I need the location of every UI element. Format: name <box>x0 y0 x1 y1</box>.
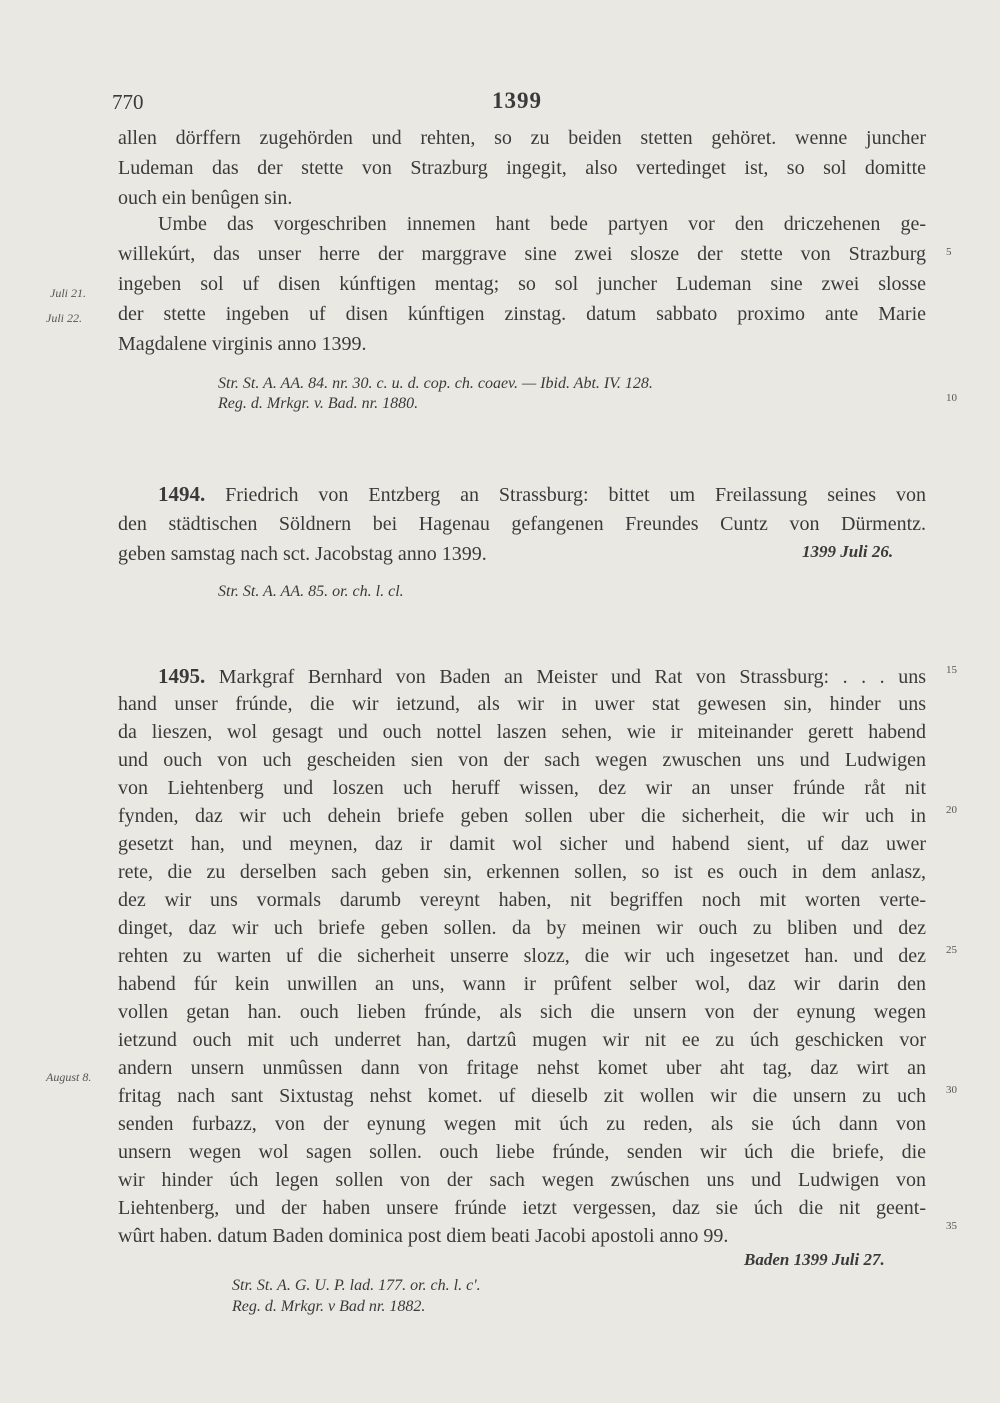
text-line: wûrt haben. datum Baden dominica post diem beati Jacobi apostoli anno 99. <box>118 1225 729 1247</box>
text-line: ouch ein benûgen sin. <box>118 187 293 209</box>
entry-number: 1494. <box>158 482 206 506</box>
line-number: 20 <box>946 804 957 816</box>
margin-date: Juli 21. <box>50 286 86 300</box>
text-line: dinget, daz wir uch briefe geben sollen. da by meinen wir ouch zu bliben und dez <box>118 917 926 939</box>
text-line: fritag nach sant Sixtustag nehst komet. uf dieselb zit wollen wir die unsern zu uch <box>118 1085 926 1107</box>
text-line: ietzund ouch mit uch underret han, dartzû mugen wir nit ee zu úch geschicken vor <box>118 1029 926 1051</box>
line-number: 15 <box>946 664 957 676</box>
text-line: rehten zu warten uf die sicherheit unserre slozz, die wir uch ingesetzet han. und dez <box>118 945 926 967</box>
margin-date: Juli 22. <box>46 311 82 325</box>
entry-date: Baden 1399 Juli 27. <box>744 1250 885 1269</box>
text-line: unsern wegen wol sagen sollen. ouch liebe frúnde, senden wir úch die briefe, die <box>118 1141 926 1163</box>
page-number: 770 <box>112 90 144 114</box>
text-line: ingeben sol uf disen kúnftigen mentag; so sol juncher Ludeman sine zwei slosse <box>118 273 926 295</box>
text-line: senden furbazz, von der eynung wegen mit úch zu reden, als sie úch dann von <box>118 1113 926 1135</box>
source-reference: Str. St. A. G. U. P. lad. 177. or. ch. l. c'. <box>232 1277 481 1294</box>
text-line: dez wir uns vormals darumb vereynt haben, nit begriffen noch mit worten verte- <box>118 889 926 911</box>
line-number: 10 <box>946 392 957 404</box>
source-reference: Str. St. A. AA. 84. nr. 30. c. u. d. cop. ch. coaev. — Ibid. Abt. IV. 128. <box>218 375 653 392</box>
text-line: von Liehtenberg und loszen uch heruff wissen, dez wir an unser frúnde råt nit <box>118 777 926 799</box>
text-line: hand unser frúnde, die wir ietzund, als wir in uwer stat gewesen sin, hinder uns <box>118 693 926 715</box>
text-line: vollen getan han. ouch lieben frúnde, als sich die unsern von der eynung wegen <box>118 1001 926 1023</box>
source-reference: Reg. d. Mrkgr. v. Bad. nr. 1880. <box>218 395 419 412</box>
text-line: andern unsern unmûssen dann von fritage nehst komet uber aht tag, daz wirt an <box>118 1057 926 1079</box>
text-line: der stette ingeben uf disen kúnftigen zinstag. datum sabbato proximo ante Marie <box>118 303 926 325</box>
text-line: willekúrt, das unser herre der marggrave sine zwei slosze der stette von Strazburg <box>118 243 926 265</box>
source-reference: Str. St. A. AA. 85. or. ch. l. cl. <box>218 583 404 600</box>
margin-date: August 8. <box>46 1070 92 1084</box>
text-line: habend fúr kein unwillen an uns, wann ir prûfent selber wol, daz wir darin den <box>118 973 926 995</box>
text-line: geben samstag nach sct. Jacobstag anno 1399. <box>118 543 487 565</box>
entry-number: 1495. <box>158 664 206 688</box>
text-line: Magdalene virginis anno 1399. <box>118 333 367 355</box>
text-line: rete, die zu derselben sach geben sin, erkennen sollen, so ist es ouch in dem anlasz, <box>118 861 926 883</box>
line-number: 5 <box>946 246 952 258</box>
line-number: 25 <box>946 944 957 956</box>
text-line: da lieszen, wol gesagt und ouch nottel laszen sehen, wie ir miteinander gerett habend <box>118 721 926 743</box>
entry-1494-line: 1494. Friedrich von Entzberg an Strassburg: bittet um Freilassung seines von <box>158 482 926 506</box>
line-number: 35 <box>946 1220 957 1232</box>
text-line: fynden, daz wir uch dehein briefe geben sollen uber die sicherheit, die wir uch in <box>118 805 926 827</box>
text-line: gesetzt han, und meynen, daz ir damit wol sicher und habend sient, uf daz uwer <box>118 833 926 855</box>
page-year-heading: 1399 <box>492 88 542 113</box>
entry-1495-line: 1495. Markgraf Bernhard von Baden an Meister und Rat von Strassburg: . . . uns <box>158 664 926 688</box>
text-line: allen dörffern zugehörden und rehten, so zu beiden stetten gehöret. wenne juncher <box>118 127 926 149</box>
text-line: und ouch von uch gescheiden sien von der sach wegen zwuschen uns und Ludwigen <box>118 749 926 771</box>
text-line: den städtischen Söldnern bei Hagenau gefangenen Freundes Cuntz von Dürmentz. <box>118 513 926 535</box>
text-line: Liehtenberg, und der haben unsere frúnde ietzt vergessen, daz sie úch die nit geent- <box>118 1197 926 1219</box>
source-reference: Reg. d. Mrkgr. v Bad nr. 1882. <box>232 1298 426 1315</box>
line-number: 30 <box>946 1084 957 1096</box>
text-line: Ludeman das der stette von Strazburg ingegit, also vertedinget ist, so sol domitte <box>118 157 926 179</box>
text-line: Umbe das vorgeschriben innemen hant bede partyen vor den driczehenen ge- <box>158 213 926 235</box>
entry-date: 1399 Juli 26. <box>802 542 894 561</box>
text-line: wir hinder úch legen sollen von der sach wegen zwúschen uns und Ludwigen von <box>118 1169 926 1191</box>
